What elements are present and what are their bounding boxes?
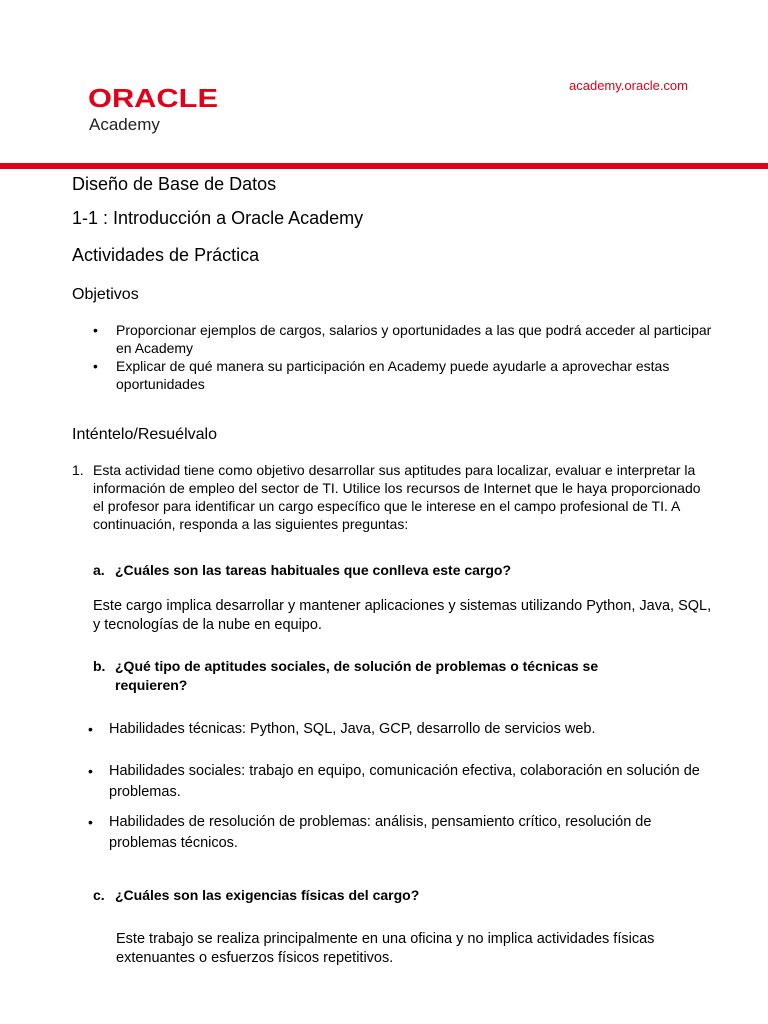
oracle-academy-logo — [88, 86, 220, 134]
practice-item-number: 1. — [72, 462, 84, 478]
skills-list — [109, 761, 709, 803]
academy-site-link[interactable]: academy.oracle.com — [569, 78, 688, 93]
practice-heading: Inténtelo/Resuélvalo — [72, 426, 217, 443]
question-text: ¿Cuáles son las exigencias físicas del cargo? — [115, 887, 420, 903]
question-c — [93, 886, 673, 905]
skill-item: • Habilidades sociales: trabajo en equipo, comunicación efectiva, colaboración en solución de problemas. — [109, 761, 709, 803]
objectives-heading: Objetivos — [72, 286, 139, 303]
lesson-title: 1-1 : Introducción a Oracle Academy — [72, 208, 364, 228]
skills-list — [109, 812, 709, 854]
course-title: Diseño de Base de Datos — [72, 174, 277, 194]
answer-a: Este cargo implica desarrollar y mantener aplicaciones y sistemas utilizando Python, Java, SQL, y tecnologías de la nube en equipo. — [93, 598, 712, 633]
skills-list — [109, 719, 709, 740]
oracle-wordmark — [88, 86, 220, 110]
answer-c: Este trabajo se realiza principalmente en una oficina y no implica actividades físicas extenuantes o esfuerzos físicos repetitivos. — [116, 931, 655, 966]
academy-label: Academy — [89, 115, 160, 134]
objective-item: • Explicar de qué manera su participación en Academy puede ayudarle a aprovechar estas oportunidades — [116, 357, 716, 393]
skill-item: • Habilidades técnicas: Python, SQL, Java, GCP, desarrollo de servicios web. — [109, 719, 709, 740]
activity-title: Actividades de Práctica — [72, 245, 260, 265]
question-b — [93, 657, 673, 695]
practice-item — [72, 461, 712, 533]
question-text: ¿Qué tipo de aptitudes sociales, de solución de problemas o técnicas se requieren? — [115, 658, 599, 693]
oracle-wordmark-text: ORACLE — [88, 86, 218, 110]
question-text: ¿Cuáles son las tareas habituales que conlleva este cargo? — [115, 562, 512, 578]
header-divider — [0, 163, 768, 169]
practice-item-text: Esta actividad tiene como objetivo desarrollar sus aptitudes para localizar, evaluar e interpretar la información de empleo del sector de TI. Utilice los recursos de Internet que le haya proporcionado el profesor para identificar un cargo específico que le interese en el campo profesional de TI. A continuación, responda a las siguientes preguntas: — [93, 462, 701, 532]
question-a — [93, 561, 673, 580]
objective-item: • Proporcionar ejemplos de cargos, salarios y oportunidades a las que podrá acceder al participar en Academy — [116, 321, 716, 357]
question-letter: c. — [93, 887, 105, 903]
objectives-list — [116, 321, 716, 393]
question-letter: a. — [93, 562, 105, 578]
skill-item: • Habilidades de resolución de problemas: análisis, pensamiento crítico, resolución de problemas técnicos. — [109, 812, 709, 854]
question-letter: b. — [93, 658, 106, 674]
